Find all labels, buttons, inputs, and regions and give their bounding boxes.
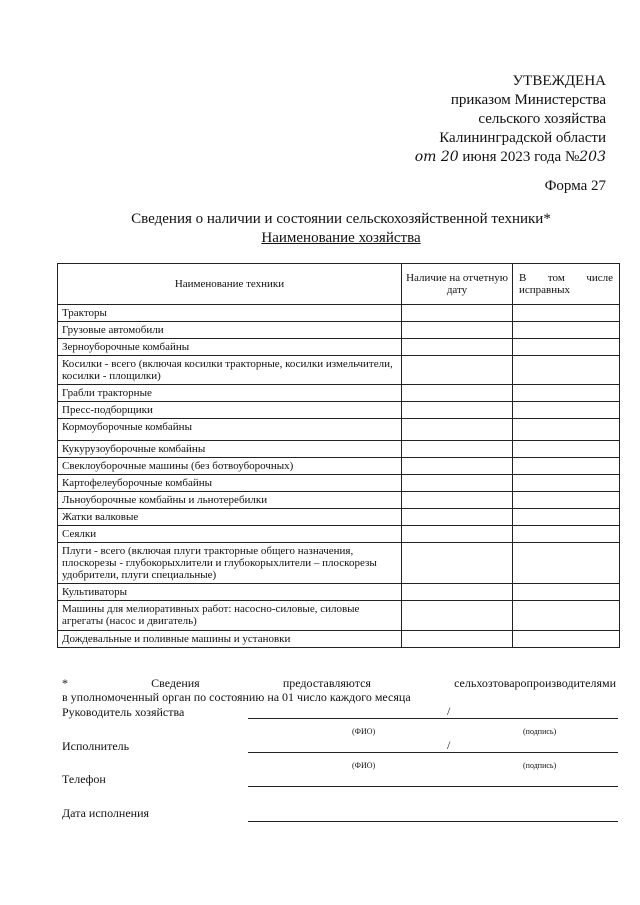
available-count-cell[interactable] [402,526,513,543]
available-count-cell[interactable] [402,543,513,584]
approval-heading: УТВЕЖДЕНА [512,73,606,89]
signature-caption: (подпись) [523,727,557,736]
form-number: Форма 27 [544,178,606,194]
table-row [58,509,620,526]
fio-caption: (ФИО) [352,727,376,736]
working-count-cell[interactable] [513,441,620,458]
available-count-cell[interactable] [402,509,513,526]
approval-stamp [380,72,606,167]
table-row [58,458,620,475]
working-count-cell[interactable] [513,631,620,648]
table-row [58,441,620,458]
working-count-cell[interactable] [513,475,620,492]
machinery-name-cell: Картофелеуборочные комбайны [58,475,402,492]
working-count-cell[interactable] [513,458,620,475]
available-count-cell[interactable] [402,458,513,475]
table-row [58,356,620,385]
table-row [58,601,620,631]
completion-date-line[interactable] [248,821,618,822]
working-count-cell[interactable] [513,584,620,601]
table-row [58,584,620,601]
available-count-cell[interactable] [402,475,513,492]
table-header-row [58,264,620,305]
machinery-name-cell: Кукурузоуборочные комбайны [58,441,402,458]
machinery-table [57,263,620,648]
approval-line: Калининградской области [439,130,606,146]
table-row [58,339,620,356]
handwritten-date: от 20 [414,149,459,165]
table-row [58,475,620,492]
order-line [380,148,606,167]
available-count-cell[interactable] [402,419,513,441]
machinery-name-cell: Машины для мелиоративных работ: насосно-силовые, силовые агрегаты (насос и двигатель) [58,601,402,631]
phone-label: Телефон [62,772,106,786]
working-count-cell[interactable] [513,385,620,402]
phone-line[interactable] [248,786,618,787]
head-signature-line[interactable] [248,718,618,719]
available-count-cell[interactable] [402,385,513,402]
table-row [58,492,620,509]
working-count-cell[interactable] [513,601,620,631]
executor-signature-line[interactable] [248,752,618,753]
footnote-line: * Сведения предоставляются сельхозтоваропроизводителями [62,676,616,690]
working-count-cell[interactable] [513,419,620,441]
working-count-cell[interactable] [513,526,620,543]
head-slash: / [447,704,451,718]
completion-date-label: Дата исполнения [62,806,150,820]
available-count-cell[interactable] [402,492,513,509]
machinery-name-cell: Жатки валковые [58,509,402,526]
available-count-cell[interactable] [402,305,513,322]
available-count-cell[interactable] [402,356,513,385]
machinery-name-cell: Свеклоуборочные машины (без ботвоуборочных) [58,458,402,475]
machinery-name-cell: Кормоуборочные комбайны [58,419,402,441]
available-count-cell[interactable] [402,322,513,339]
available-count-cell[interactable] [402,339,513,356]
available-count-cell[interactable] [402,601,513,631]
machinery-name-cell: Сеялки [58,526,402,543]
table-row [58,402,620,419]
table-row [58,631,620,648]
table-row [58,526,620,543]
machinery-name-cell: Косилки - всего (включая косилки тракторные, косилки измельчители, косилки - площилки) [58,356,402,385]
table-body [58,305,620,648]
document-title: Сведения о наличии и состоянии сельскохозяйственной техники* [131,211,551,227]
working-count-cell[interactable] [513,356,620,385]
working-count-cell[interactable] [513,509,620,526]
available-count-cell[interactable] [402,584,513,601]
working-count-cell[interactable] [513,543,620,584]
fio-caption: (ФИО) [352,761,376,770]
table-row [58,322,620,339]
table-row [58,385,620,402]
machinery-name-cell: Плуги - всего (включая плуги тракторные общего назначения, плоскорезы - глубокорыхлители и глубокорыхлители – плоскорезы удобрители, плуги специальные) [58,543,402,584]
available-count-cell[interactable] [402,631,513,648]
machinery-name-cell: Грузовые автомобили [58,322,402,339]
header-machinery-name: Наименование техники [58,264,402,305]
table-row [58,305,620,322]
available-count-cell[interactable] [402,402,513,419]
working-count-cell[interactable] [513,305,620,322]
table-row [58,419,620,441]
signature-caption: (подпись) [523,761,557,770]
executor-slash: / [447,738,451,752]
footnote-line: в уполномоченный орган по состоянию на 01 число каждого месяца [62,690,411,704]
document-title-block [60,210,622,248]
machinery-name-cell: Льноуборочные комбайны и льнотеребилки [58,492,402,509]
machinery-name-cell: Тракторы [58,305,402,322]
working-count-cell[interactable] [513,402,620,419]
header-in-working-order: В том числе исправных [513,264,620,305]
machinery-name-cell: Грабли тракторные [58,385,402,402]
handwritten-order-number: 203 [579,149,606,165]
table-row [58,543,620,584]
footnote [62,676,616,704]
approval-line: сельского хозяйства [478,111,606,127]
head-of-farm-label: Руководитель хозяйства [62,705,185,719]
machinery-name-cell: Зерноуборочные комбайны [58,339,402,356]
approval-line: приказом Министерства [450,92,606,108]
working-count-cell[interactable] [513,492,620,509]
machinery-name-cell: Культиваторы [58,584,402,601]
executor-label: Исполнитель [62,739,130,753]
machinery-name-cell: Дождевальные и поливные машины и установки [58,631,402,648]
available-count-cell[interactable] [402,441,513,458]
working-count-cell[interactable] [513,339,620,356]
farm-name-caption: Наименование хозяйства [261,230,421,246]
working-count-cell[interactable] [513,322,620,339]
order-text: июня 2023 года № [458,149,580,165]
header-available: Наличие на отчетную дату [402,264,513,305]
machinery-name-cell: Пресс-подборщики [58,402,402,419]
